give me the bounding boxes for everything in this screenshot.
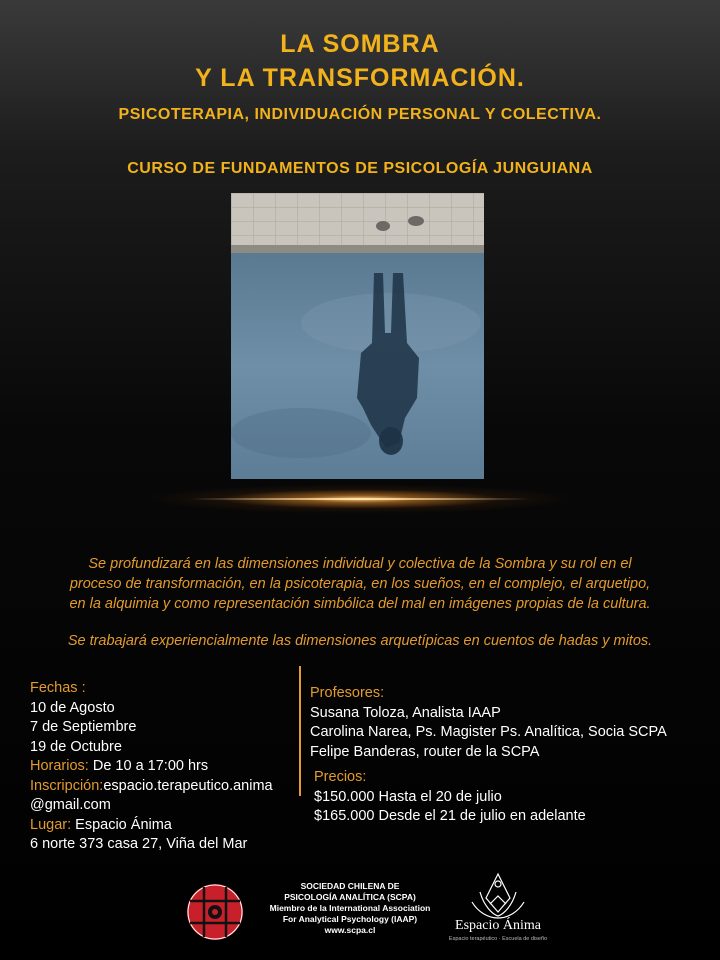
lugar-value: Espacio Ánima [71,816,172,833]
anima-tagline: Espacio terapéutico · Escuela de diseño [448,936,548,942]
inscripcion-email[interactable]: espacio.terapeutico.anima [103,777,273,794]
course-heading: CURSO DE FUNDAMENTOS DE PSICOLOGÍA JUNGUIANA [127,160,593,177]
lugar-label: Lugar: [30,816,72,833]
title-line-2: Y LA TRANSFORMACIÓN. [195,64,525,92]
description-line: en la alquimia y como representación simbólica del mal en imágenes propias de la cultura. [69,596,651,612]
title-line-1: LA SOMBRA [280,30,440,58]
inscripcion-email-domain[interactable]: @gmail.com [30,797,111,813]
subtitle: PSICOTERAPIA, INDIVIDUACIÓN PERSONAL Y COLECTIVA. [118,106,602,123]
course-details [30,679,292,855]
price-item: $150.000 Hasta el 20 de julio [314,788,502,805]
profesores-label: Profesores: [310,685,385,701]
scpa-line: For Analytical Psychology (IAAP) [282,914,418,924]
horarios-label: Horarios: [30,758,89,774]
professor-item: Carolina Narea, Ps. Magister Ps. Analítica, Socia SCPA [310,724,667,740]
description-line: proceso de transformación, en la psicoterapia, en los sueños, en el complejo, el arquetipo, [69,576,651,592]
anima-name: Espacio Ánima [455,918,541,933]
description-paragraph-2: Se trabajará experiencialmente las dimensiones arquetípicas en cuentos de hadas y mitos. [67,633,653,649]
lugar-address: 6 norte 373 casa 27, Viña del Mar [30,836,248,852]
pool-shadow-photo [231,193,484,479]
fechas-label: Fechas : [30,680,86,696]
professors-and-prices [310,684,710,827]
precios-label: Precios: [314,769,367,785]
price-item: $165.000 Desde el 21 de julio en adelante [314,808,586,824]
description-paragraph-1 [20,554,700,614]
date-item: 7 de Septiembre [30,719,137,735]
inscripcion-label: Inscripción: [30,777,104,794]
scpa-line: Miembro de la International Association [269,903,431,913]
date-item: 19 de Octubre [30,738,122,755]
horarios-value: De 10 a 17:00 hrs [88,758,209,774]
scpa-info [252,881,448,936]
scpa-website-link[interactable]: www.scpa.cl [324,925,376,935]
divider [299,666,301,796]
light-line [190,498,530,500]
description-line: Se profundizará en las dimensiones individual y colectiva de la Sombra y su rol en el [88,556,632,572]
scpa-logo [186,883,244,941]
scpa-line: PSICOLOGÍA ANALÍTICA (SCPA) [284,892,416,902]
date-item: 10 de Agosto [30,699,115,716]
professor-item: Felipe Banderas, router de la SCPA [310,743,540,760]
scpa-line: SOCIEDAD CHILENA DE [300,881,400,891]
professor-item: Susana Toloza, Analista IAAP [310,704,501,721]
